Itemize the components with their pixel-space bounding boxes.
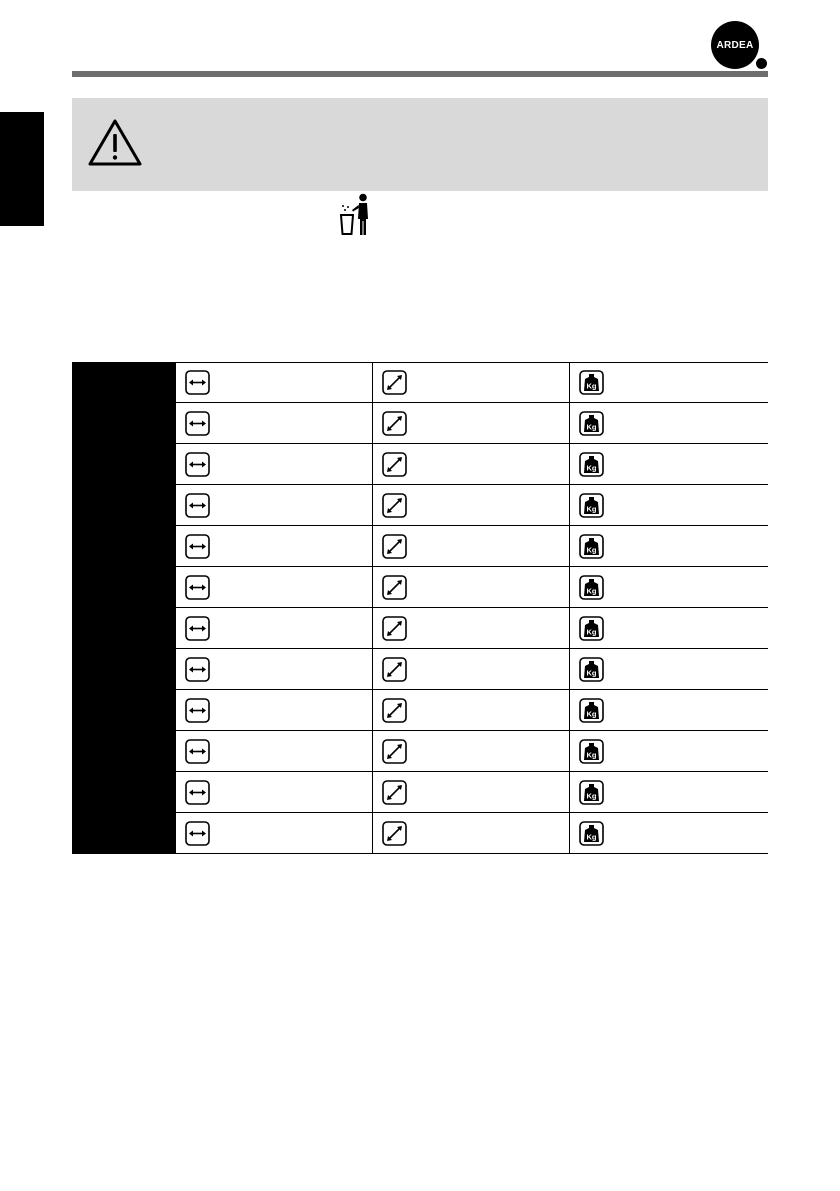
diagonal-size-icon: [382, 493, 407, 518]
diagonal-cell: [373, 526, 570, 566]
header-rule: [72, 71, 768, 77]
weight-kg-icon: [579, 657, 604, 682]
weight-cell: [570, 526, 768, 566]
width-arrow-icon: [185, 452, 210, 477]
weight-cell: [570, 813, 768, 853]
weight-cell: [570, 403, 768, 443]
weight-kg-label: Kg: [586, 463, 597, 472]
diagonal-size-icon: [382, 698, 407, 723]
spec-row: [72, 403, 768, 444]
width-cell: [176, 444, 373, 484]
diagonal-size-icon: [382, 657, 407, 682]
width-arrow-icon: [185, 657, 210, 682]
diagonal-cell: [373, 772, 570, 812]
weight-cell: [570, 690, 768, 730]
width-cell: [176, 649, 373, 689]
spec-row-header: [72, 403, 176, 443]
width-cell: [176, 363, 373, 402]
spec-row-header: [72, 813, 176, 853]
weight-cell: [570, 485, 768, 525]
spec-row-header: [72, 690, 176, 730]
width-arrow-icon: [185, 575, 210, 600]
width-arrow-icon: [185, 780, 210, 805]
width-arrow-icon: [185, 370, 210, 395]
spec-row-header: [72, 772, 176, 812]
spec-row-header: [72, 444, 176, 484]
width-arrow-icon: [185, 534, 210, 559]
weight-cell: [570, 649, 768, 689]
waste-bin-disposal-icon: [340, 193, 372, 237]
spec-table: [72, 362, 768, 854]
width-arrow-icon: [185, 616, 210, 641]
width-cell: [176, 403, 373, 443]
spec-row: [72, 526, 768, 567]
width-cell: [176, 772, 373, 812]
warning-box: [72, 98, 768, 191]
width-cell: [176, 526, 373, 566]
weight-kg-icon: [579, 411, 604, 436]
spec-row: [72, 731, 768, 772]
spec-row-header: [72, 608, 176, 648]
diagonal-cell: [373, 363, 570, 402]
weight-kg-label: Kg: [586, 668, 597, 677]
width-cell: [176, 567, 373, 607]
warning-triangle-icon: [87, 118, 143, 168]
weight-cell: [570, 608, 768, 648]
weight-kg-label: Kg: [586, 750, 597, 759]
spec-row: [72, 813, 768, 854]
width-cell: [176, 485, 373, 525]
weight-kg-icon: [579, 452, 604, 477]
diagonal-size-icon: [382, 575, 407, 600]
spec-row: [72, 444, 768, 485]
spec-row-header: [72, 567, 176, 607]
weight-kg-label: Kg: [586, 791, 597, 800]
width-arrow-icon: [185, 411, 210, 436]
weight-kg-icon: [579, 575, 604, 600]
weight-cell: [570, 567, 768, 607]
weight-cell: [570, 731, 768, 771]
weight-kg-icon: [579, 739, 604, 764]
spec-row-header: [72, 526, 176, 566]
diagonal-cell: [373, 567, 570, 607]
width-cell: [176, 813, 373, 853]
spec-row-header: [72, 485, 176, 525]
diagonal-cell: [373, 813, 570, 853]
diagonal-size-icon: [382, 370, 407, 395]
weight-kg-icon: [579, 616, 604, 641]
width-cell: [176, 608, 373, 648]
diagonal-cell: [373, 649, 570, 689]
weight-cell: [570, 444, 768, 484]
spec-row: [72, 772, 768, 813]
diagonal-cell: [373, 690, 570, 730]
spec-row: [72, 362, 768, 403]
diagonal-cell: [373, 608, 570, 648]
ardea-logo: [711, 21, 759, 69]
spec-row: [72, 567, 768, 608]
weight-kg-label: Kg: [586, 832, 597, 841]
weight-cell: [570, 772, 768, 812]
weight-kg-icon: [579, 698, 604, 723]
spec-row: [72, 485, 768, 526]
diagonal-size-icon: [382, 821, 407, 846]
weight-kg-label: Kg: [586, 504, 597, 513]
diagonal-size-icon: [382, 411, 407, 436]
diagonal-cell: [373, 403, 570, 443]
language-side-tab: [0, 112, 44, 226]
spec-row-header: [72, 363, 176, 402]
spec-row: [72, 690, 768, 731]
logo-text: ARDEA: [716, 39, 754, 51]
diagonal-size-icon: [382, 534, 407, 559]
width-arrow-icon: [185, 739, 210, 764]
spec-row: [72, 608, 768, 649]
width-cell: [176, 731, 373, 771]
width-arrow-icon: [185, 821, 210, 846]
width-cell: [176, 690, 373, 730]
diagonal-cell: [373, 485, 570, 525]
weight-kg-label: Kg: [586, 709, 597, 718]
width-arrow-icon: [185, 698, 210, 723]
weight-kg-label: Kg: [586, 381, 597, 391]
weight-kg-icon: [579, 780, 604, 805]
diagonal-size-icon: [382, 780, 407, 805]
logo-dot: [756, 58, 767, 69]
spec-row-header: [72, 649, 176, 689]
weight-kg-icon: [579, 821, 604, 846]
diagonal-size-icon: [382, 616, 407, 641]
weight-kg-label: Kg: [586, 627, 597, 636]
weight-kg-label: Kg: [586, 545, 597, 554]
weight-kg-label: Kg: [586, 586, 597, 595]
diagonal-cell: [373, 444, 570, 484]
diagonal-cell: [373, 731, 570, 771]
weight-kg-icon: [579, 534, 604, 559]
weight-cell: [570, 363, 768, 402]
spec-row: [72, 649, 768, 690]
diagonal-size-icon: [382, 739, 407, 764]
weight-kg-icon: [579, 370, 604, 395]
weight-kg-label: Kg: [586, 422, 597, 431]
spec-row-header: [72, 731, 176, 771]
width-arrow-icon: [185, 493, 210, 518]
diagonal-size-icon: [382, 452, 407, 477]
weight-kg-icon: [579, 493, 604, 518]
